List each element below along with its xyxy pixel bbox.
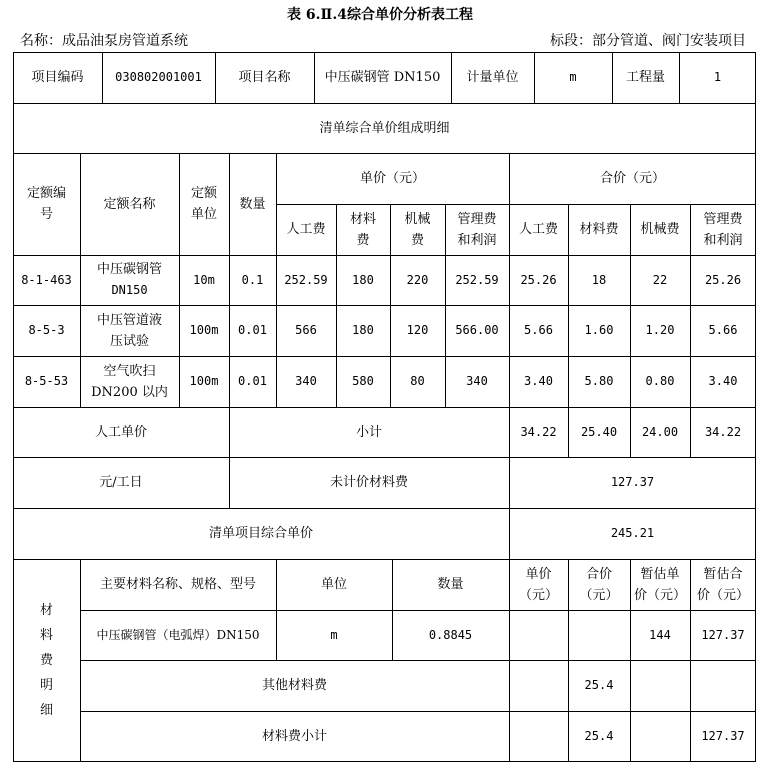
row-3-material: 580 — [352, 374, 374, 388]
col-unit-price: 单价（元） — [359, 171, 425, 186]
material-section-label — [13, 559, 80, 761]
item-name-label: 项目名称 — [238, 70, 291, 85]
unit-value: m — [569, 70, 577, 84]
row-3-mgmt: 340 — [466, 374, 488, 388]
unit-label: 计量单位 — [466, 70, 519, 85]
item-code-label: 项目编码 — [31, 70, 84, 85]
row-3-qty: 0.01 — [238, 374, 267, 388]
item-name-value: 中压碳钢管 DN150 — [324, 70, 441, 85]
row-3-name-line2: DN200 以内 — [91, 384, 168, 400]
material-col-total-line2: （元） — [579, 587, 619, 603]
material-item-unit: m — [330, 627, 338, 642]
material-col-name: 主要材料名称、规格、型号 — [99, 577, 256, 592]
subtotal-mgmt: 34.22 — [704, 424, 742, 439]
row-1-name-line1: 中压碳钢管 — [96, 262, 162, 277]
row-1-labor: 252.59 — [284, 272, 328, 287]
subtotal-label: 小计 — [355, 424, 382, 440]
row-1-mgmt-total: 25.26 — [704, 272, 742, 287]
col-mgmt-total — [690, 204, 756, 255]
material-col-total — [568, 559, 630, 610]
material-col-est-unit-line2: 价（元） — [633, 587, 686, 603]
material-item-est-unit: 144 — [649, 627, 671, 642]
row-2-name-line2: 压试验 — [109, 333, 149, 349]
material-subtotal-total: 25.4 — [584, 728, 614, 743]
row-3-code: 8-5-53 — [24, 374, 69, 388]
col-quantity: 数量 — [239, 196, 266, 212]
col-machine — [390, 204, 445, 255]
material-side-char-3: 费 — [39, 652, 53, 668]
row-3-name-line1: 空气吹扫 — [103, 363, 156, 379]
material-subtotal-label: 材料费小计 — [261, 728, 327, 744]
unpriced-material-label: 未计价材料费 — [329, 475, 408, 490]
material-col-qty: 数量 — [437, 577, 464, 592]
row-1-material-total: 18 — [591, 272, 607, 287]
unpriced-material-value: 127.37 — [610, 475, 655, 489]
row-1-labor-total: 25.26 — [520, 272, 557, 287]
col-quota-name: 定额名称 — [103, 196, 156, 212]
col-material-line2: 费 — [356, 232, 370, 248]
col-total-price: 合价（元） — [599, 171, 665, 186]
row-1-code: 8-1-463 — [21, 272, 72, 287]
material-col-est-total — [690, 559, 756, 610]
labor-unit-price-label: 人工单价 — [94, 424, 147, 440]
project-name-label: 名称：成品油泵房管道系统 — [20, 33, 188, 49]
material-side-char-5: 细 — [39, 702, 53, 718]
row-2-unit: 100m — [189, 323, 219, 337]
section-label: 标段：部分管道、阀门安装项目 — [550, 33, 746, 49]
material-item-name: 中压碳钢管（电弧焊）DN150 — [96, 627, 260, 642]
col-mgmt-line1: 管理费 — [457, 211, 497, 227]
row-1-name — [80, 255, 179, 305]
material-col-est-unit-line1: 暂估单 — [640, 566, 680, 582]
col-quota-unit-line1: 定额 — [190, 186, 217, 201]
item-code-value: 030802001001 — [115, 70, 202, 84]
composite-price-value: 245.21 — [610, 526, 655, 540]
col-quota-unit-line2: 单位 — [190, 207, 217, 222]
row-3-unit: 100m — [189, 374, 219, 388]
row-1-mgmt: 252.59 — [455, 272, 499, 287]
col-mgmt-total-line2: 和利润 — [703, 232, 743, 248]
material-col-est-unit — [630, 559, 690, 610]
col-mgmt-total-line1: 管理费 — [703, 211, 743, 227]
col-material-line1: 材料 — [349, 211, 376, 227]
other-material-label: 其他材料费 — [261, 678, 327, 693]
col-machine-line1: 机械 — [404, 211, 431, 227]
row-2-mgmt-total: 5.66 — [708, 323, 738, 337]
row-1-material: 180 — [352, 272, 374, 287]
material-col-est-total-line2: 价（元） — [696, 587, 749, 603]
row-1-name-line2: DN150 — [111, 283, 148, 297]
row-2-name-line1: 中压管道液 — [96, 312, 162, 328]
col-quota-code — [13, 153, 80, 255]
row-2-machine: 120 — [406, 323, 429, 337]
row-2-labor: 566 — [295, 323, 317, 337]
row-3-machine: 80 — [410, 374, 425, 388]
row-2-qty: 0.01 — [238, 323, 267, 337]
material-side-char-1: 材 — [39, 602, 53, 618]
col-quota-code-line1: 定额编 — [26, 186, 66, 201]
material-col-unit-price — [509, 559, 568, 610]
row-3-machine-total: 0.80 — [645, 374, 675, 388]
row-3-material-total: 5.80 — [584, 374, 614, 388]
material-item-qty: 0.8845 — [428, 627, 473, 642]
col-material-total: 材料费 — [579, 222, 619, 237]
other-material-total: 25.4 — [584, 678, 614, 692]
row-2-labor-total: 5.66 — [524, 323, 553, 337]
material-side-char-2: 料 — [39, 627, 53, 643]
col-labor-total: 人工费 — [518, 222, 558, 237]
material-side-char-4: 明 — [39, 677, 53, 693]
row-2-code: 8-5-3 — [28, 323, 65, 337]
row-3-labor-total: 3.40 — [524, 374, 553, 388]
row-2-mgmt: 566.00 — [455, 323, 499, 337]
row-1-unit: 10m — [193, 272, 215, 287]
material-col-est-total-line1: 暂估合 — [703, 566, 743, 582]
material-item-est-total: 127.37 — [701, 627, 745, 642]
row-1-machine-total: 22 — [652, 272, 668, 287]
composite-price-label: 清单项目综合单价 — [208, 526, 313, 541]
quantity-value: 1 — [713, 70, 722, 84]
row-3-mgmt-total: 3.40 — [708, 374, 738, 388]
col-quota-code-line2: 号 — [39, 207, 53, 222]
material-col-unit-price-line1: 单价 — [525, 566, 552, 582]
row-2-material: 180 — [352, 323, 374, 337]
quantity-label: 工程量 — [625, 70, 665, 85]
table-title: 表 6.Ⅱ.4综合单价分析表工程 — [287, 7, 473, 23]
subtotal-labor: 34.22 — [520, 424, 557, 439]
col-labor: 人工费 — [286, 222, 326, 237]
material-col-unit: 单位 — [320, 577, 347, 592]
workday-label: 元/工日 — [99, 475, 143, 490]
row-2-name — [80, 305, 179, 356]
material-col-unit-price-line2: （元） — [518, 587, 558, 603]
col-quota-unit — [179, 153, 229, 255]
subtotal-machine: 24.00 — [641, 424, 679, 439]
col-mgmt-line2: 和利润 — [457, 232, 497, 248]
row-3-labor: 340 — [295, 374, 317, 388]
row-1-qty: 0.1 — [241, 272, 264, 287]
section-title: 清单综合单价组成明细 — [319, 120, 450, 136]
subtotal-material: 25.40 — [580, 424, 618, 439]
row-2-machine-total: 1.20 — [645, 323, 675, 337]
row-1-machine: 220 — [406, 272, 429, 287]
material-col-total-line1: 合价 — [585, 566, 612, 582]
col-machine-line2: 费 — [410, 232, 424, 248]
col-mgmt — [445, 204, 509, 255]
col-machine-total: 机械费 — [640, 222, 680, 237]
material-subtotal-est-total: 127.37 — [701, 728, 745, 743]
col-material — [336, 204, 390, 255]
row-2-material-total: 1.60 — [584, 323, 614, 337]
row-3-name — [80, 356, 179, 407]
